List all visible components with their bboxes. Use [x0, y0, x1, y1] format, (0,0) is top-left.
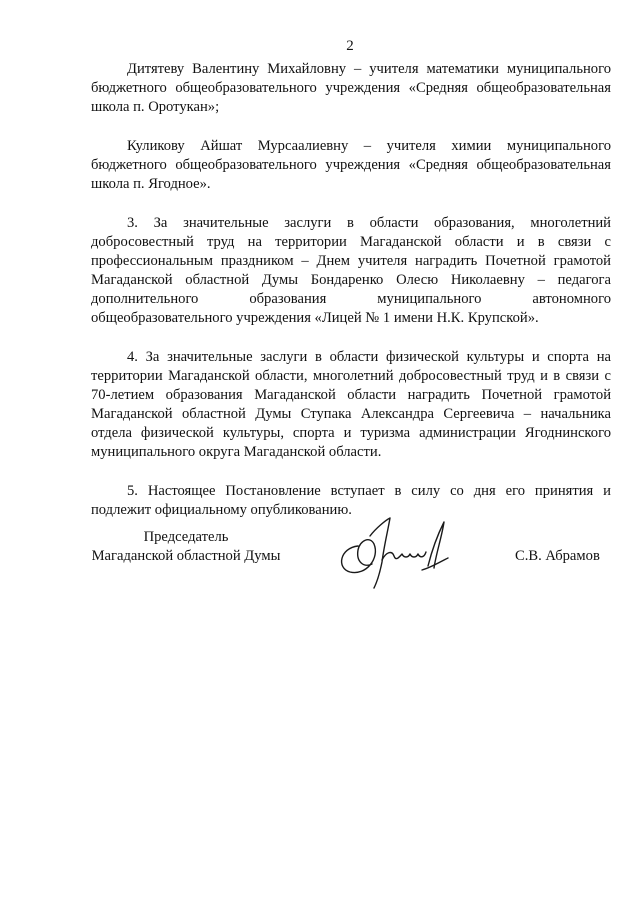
signatory-name: С.В. Абрамов: [515, 548, 600, 564]
signatory-title-line2: Магаданской областной Думы: [91, 548, 281, 564]
paragraph-award-kulikova: Куликову Айшат Мурсаалиевну – учителя химии муниципального бюджетного общеобразовательного учреждения «Средняя общеобразовательная школа п. Ягодное».: [91, 138, 611, 192]
signatory-title-line1: Председатель: [143, 529, 229, 545]
paragraph-award-dityateva: Дитятеву Валентину Михайловну – учителя математики муниципального бюджетного общеобразовательного учреждения «Средняя общеобразовательная школа п. Оротукан»;: [91, 61, 611, 115]
handwritten-signature: [330, 506, 460, 596]
paragraph-item-5: 5. Настоящее Постановление вступает в силу со дня его принятия и подлежит официальному опубликованию.: [91, 483, 611, 518]
paragraph-item-4: 4. За значительные заслуги в области физической культуры и спорта на территории Магаданской области, многолетний добросовестный труд и в связи с 70-летием образования Магаданской области наградить Почетной грамотой Магаданской областной Думы Ступака Александра Сергеевича – начальника отдела физической культуры, спорта и туризма администрации Ягоднинского муниципального округа Магаданской области.: [91, 349, 611, 460]
paragraph-item-3: 3. За значительные заслуги в области образования, многолетний добросовестный труд на территории Магаданской области и в связи с профессиональным праздником – Днем учителя наградить Почетной грамотой Магаданской областной Думы Бондаренко Олесю Николаевну – педагога дополнительного образования муниципального автономного общеобразовательного учреждения «Лицей № 1 имени Н.К. Крупской».: [91, 215, 611, 326]
document-body: [91, 60, 611, 520]
signatory-title: [86, 528, 286, 566]
signature-block: [0, 528, 640, 598]
page-number: 2: [346, 38, 354, 54]
